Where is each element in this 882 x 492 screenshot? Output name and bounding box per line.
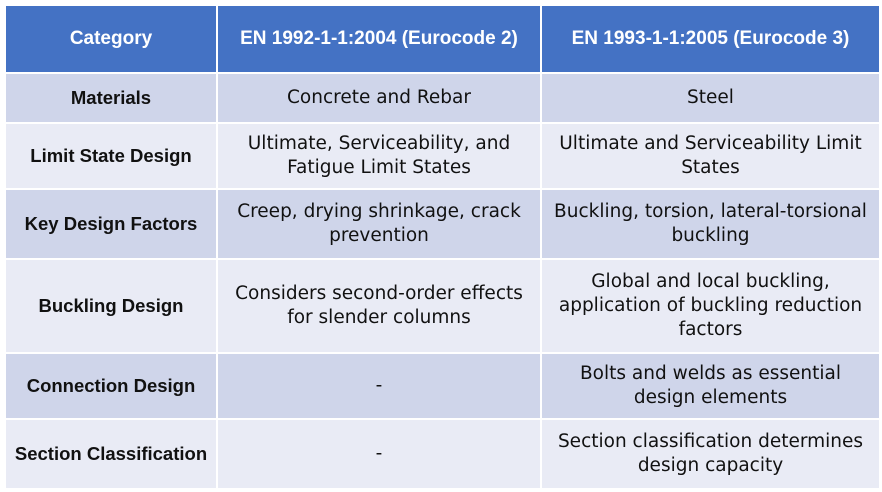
- header-row: [5, 5, 880, 73]
- row-eurocode-3: Section classification determines design capacity: [541, 419, 880, 489]
- row-category: Key Design Factors: [5, 189, 217, 259]
- header-category: Category: [5, 5, 217, 73]
- table-row-section-classification: [5, 419, 880, 489]
- row-category: Section Classification: [5, 419, 217, 489]
- table-row-key-design-factors: [5, 189, 880, 259]
- table-row-buckling-design: [5, 259, 880, 353]
- row-eurocode-2: Concrete and Rebar: [217, 73, 541, 123]
- comparison-table: [4, 4, 881, 490]
- table-row-limit-state-design: [5, 123, 880, 189]
- table-row-materials: [5, 73, 880, 123]
- row-eurocode-3: Buckling, torsion, lateral-torsional buckling: [541, 189, 880, 259]
- row-eurocode-3: Global and local buckling, application of buckling reduction factors: [541, 259, 880, 353]
- row-category: Limit State Design: [5, 123, 217, 189]
- row-eurocode-2: Ultimate, Serviceability, and Fatigue Limit States: [217, 123, 541, 189]
- row-eurocode-2: -: [217, 353, 541, 419]
- row-eurocode-2: Creep, drying shrinkage, crack prevention: [217, 189, 541, 259]
- row-eurocode-3: Steel: [541, 73, 880, 123]
- row-eurocode-2: -: [217, 419, 541, 489]
- row-eurocode-2: Considers second-order effects for slender columns: [217, 259, 541, 353]
- row-eurocode-3: Bolts and welds as essential design elements: [541, 353, 880, 419]
- row-category: Materials: [5, 73, 217, 123]
- header-eurocode-3: EN 1993-1-1:2005 (Eurocode 3): [541, 5, 880, 73]
- header-eurocode-2: EN 1992-1-1:2004 (Eurocode 2): [217, 5, 541, 73]
- row-category: Buckling Design: [5, 259, 217, 353]
- row-category: Connection Design: [5, 353, 217, 419]
- table-row-connection-design: [5, 353, 880, 419]
- row-eurocode-3: Ultimate and Serviceability Limit States: [541, 123, 880, 189]
